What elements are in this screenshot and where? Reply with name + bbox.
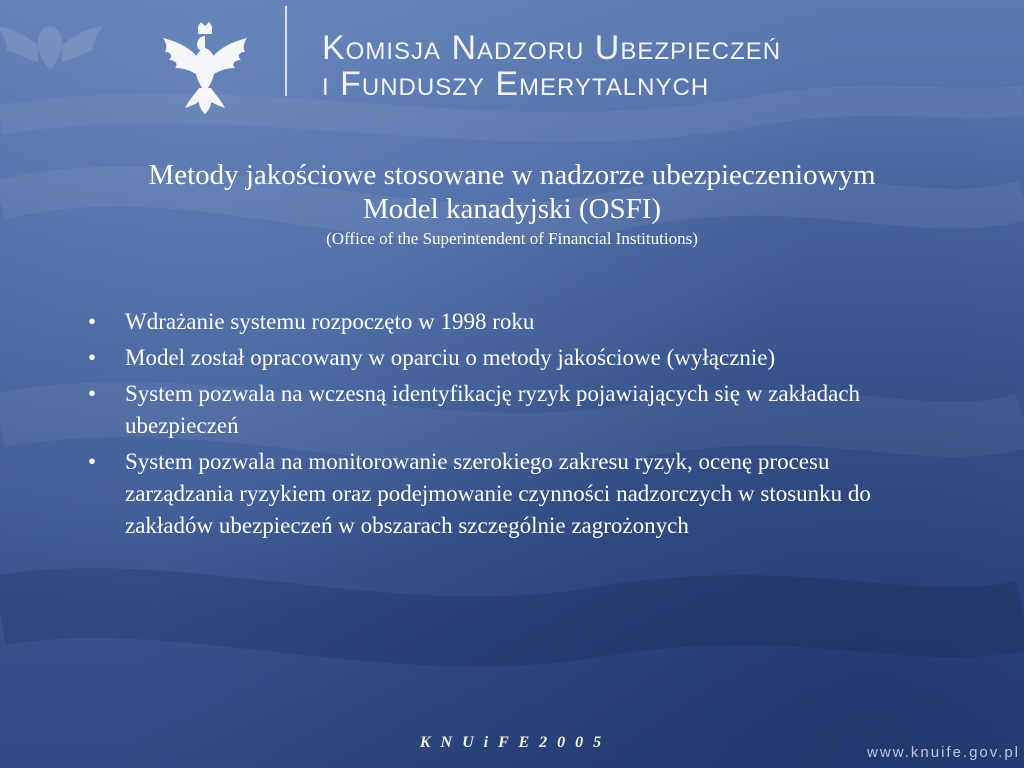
bullet-text: System pozwala na wczesną identyfikację ryzyk pojawiających się w zakładach ubezpieczeń [125, 381, 861, 438]
footer-url: www.knuife.gov.pl [867, 744, 1020, 761]
eagle-watermark-icon [0, 0, 110, 110]
bullet-item [88, 342, 908, 374]
bullet-text: System pozwala na monitorowanie szerokiego zakresu ryzyk, ocenę procesu zarządzania ryzykiem oraz podejmowanie czynności nadzorczych w stosunku do zakładów ubezpieczeń w obszarach szczególnie zagrożonych [125, 449, 871, 538]
footer-event: K N U i F E 2 0 0 5 [419, 734, 605, 751]
org-name-line2: i Funduszy Emerytalnych [322, 65, 710, 103]
organization-name [322, 30, 781, 102]
eagle-emblem-icon [155, 22, 255, 114]
header-divider [285, 6, 287, 96]
org-name-line1: Komisja Nadzoru Ubezpieczeń [322, 29, 782, 67]
bullet-icon: • [88, 381, 97, 406]
bullet-item [88, 306, 908, 338]
bullet-icon: • [88, 449, 97, 474]
slide-title-2: Model kanadyjski (OSFI) [362, 193, 662, 225]
bullet-item [88, 378, 908, 442]
slide-titles [0, 158, 1024, 250]
slide-subtitle: (Office of the Superintendent of Financial Institutions) [326, 229, 698, 248]
bullet-text: Wdrażanie systemu rozpoczęto w 1998 roku [125, 309, 535, 334]
slide-title: Metody jakościowe stosowane w nadzorze ubezpieczeniowym [148, 159, 876, 191]
bullet-icon: • [88, 309, 97, 334]
bullet-item [88, 446, 908, 542]
bullet-icon: • [88, 345, 97, 370]
bullet-text: Model został opracowany w oparciu o metody jakościowe (wyłącznie) [125, 345, 776, 370]
bullet-list [88, 306, 908, 546]
